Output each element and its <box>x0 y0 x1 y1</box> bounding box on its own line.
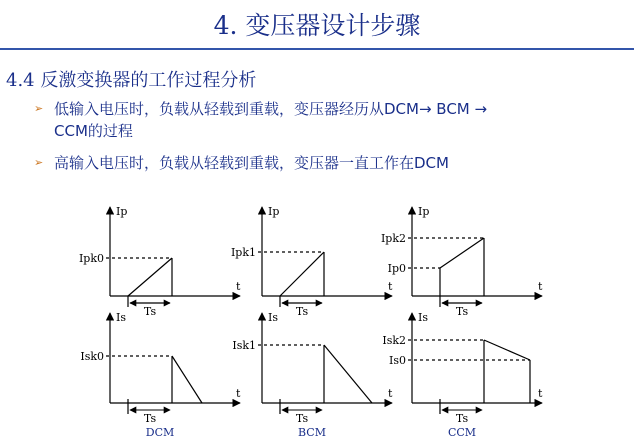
t-axis-label: t <box>538 280 543 293</box>
ts-label: Ts <box>143 305 157 318</box>
t-axis-label: t <box>388 280 393 293</box>
ip-peak-label: Ipk2 <box>380 232 406 245</box>
is-axis-label: Is <box>418 311 428 324</box>
ts-label: Ts <box>455 412 469 425</box>
ts-label: Ts <box>295 305 309 318</box>
is-peak-label: Isk1 <box>232 339 256 352</box>
ip-start-label: Ip0 <box>387 262 406 275</box>
t-axis-label: t <box>236 387 241 400</box>
is-peak-label: Isk2 <box>382 334 406 347</box>
slide-title: 4. 变压器设计步骤 <box>213 11 421 40</box>
ip-axis-label: Ip <box>268 205 280 218</box>
ts-label: Ts <box>295 412 309 425</box>
bullet-arrow-icon: ➢ <box>34 156 44 169</box>
bullet-text-line1: 低输入电压时，负载从轻载到重载，变压器经历从DCM→ BCM → <box>54 100 488 118</box>
is-axis-label: Is <box>116 311 126 324</box>
ts-label: Ts <box>455 305 469 318</box>
is-ramp-down <box>324 345 372 403</box>
bullet-text-line1: 高输入电压时，负载从轻载到重载，变压器一直工作在DCM <box>54 154 449 172</box>
is-ramp-down <box>172 356 202 403</box>
mode-label: CCM <box>447 426 477 439</box>
ip-ramp <box>280 252 324 296</box>
is-peak-label: Isk0 <box>80 350 104 363</box>
is-axis-label: Is <box>268 311 278 324</box>
t-axis-label: t <box>388 387 393 400</box>
mode-label: DCM <box>145 426 175 439</box>
ip-axis-label: Ip <box>418 205 430 218</box>
section-heading: 4.4 反激变换器的工作过程分析 <box>6 70 257 91</box>
ip-peak-label: Ipk0 <box>78 252 104 265</box>
is-end-label: Is0 <box>389 354 406 367</box>
ts-label: Ts <box>143 412 157 425</box>
ip-ramp <box>440 238 484 268</box>
ip-axis-label: Ip <box>116 205 128 218</box>
ip-ramp <box>128 258 172 296</box>
is-ramp-down <box>484 340 530 360</box>
bullet-arrow-icon: ➢ <box>34 102 44 115</box>
t-axis-label: t <box>538 387 543 400</box>
bullet-text-line2: CCM的过程 <box>54 122 133 140</box>
mode-label: BCM <box>298 426 326 439</box>
t-axis-label: t <box>236 280 241 293</box>
ip-peak-label: Ipk1 <box>230 246 256 259</box>
